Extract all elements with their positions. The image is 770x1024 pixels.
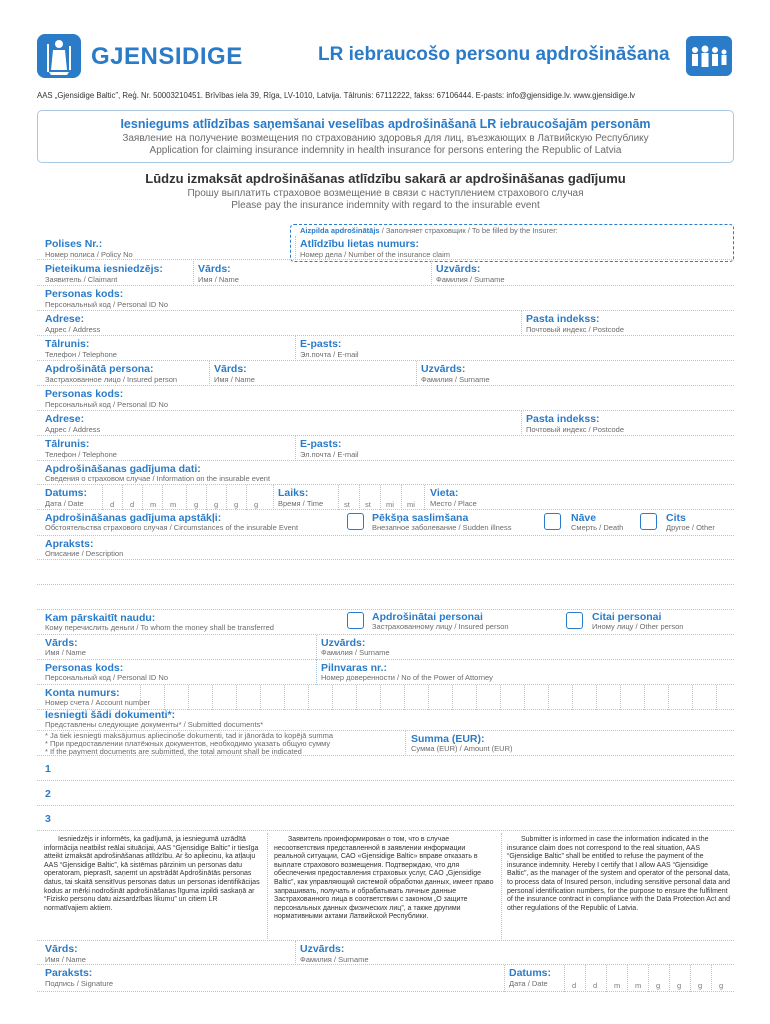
death-sub: Смерть / Death [571,523,624,532]
insured-email-sub: Эл.почта / E-mail [300,450,359,459]
other-sub: Другое / Other [666,523,715,532]
payee-poa-label: Pilnvaras nr.: [321,662,387,674]
insurer-fill-note [300,226,558,235]
request-ru: Прошу выплатить страховое возмещение в связи с наступлением страхового случая [187,188,584,199]
date-cell-m2: m [170,500,177,509]
signer-surname-input[interactable] [360,942,730,962]
form-title: LR iebraucošo personu apdrošināšana [318,44,670,65]
event-time-grid[interactable] [338,485,422,510]
insured-surname-label: Uzvārds: [421,363,466,375]
death-label: Nāve [571,512,597,524]
sign-date-sub: Дата / Date [509,979,548,988]
event-place-input[interactable] [490,487,730,507]
event-date-sub: Дата / Date [45,499,84,508]
claimant-address-sub: Адрес / Address [45,325,101,334]
claimant-address-input[interactable] [100,313,515,333]
account-grid[interactable] [140,685,734,710]
claimant-postcode-input[interactable] [640,313,730,333]
request-en: Please pay the insurance indemnity with regard to the insurable event [231,200,540,211]
circumstances-label: Apdrošināšanas gadījuma apstākļi: [45,512,222,524]
sign-date-cell-m1: m [614,981,621,990]
payee-id-input[interactable] [140,662,310,682]
event-time-sub: Время / Time [278,499,324,508]
claimant-id-input[interactable] [200,288,730,308]
insured-name-input[interactable] [255,363,415,383]
insured-id-sub: Персональный код / Personal ID No [45,400,168,409]
sign-date-cell-d2: d [593,981,598,990]
sign-date-label: Datums: [509,967,552,979]
date-cell-d1: d [110,500,115,509]
claimant-surname-label: Uzvārds: [436,263,481,275]
title-box [37,110,734,163]
claimant-surname-input[interactable] [495,263,730,283]
insured-phone-label: Tālrunis: [45,438,90,450]
signature-field[interactable] [110,966,500,990]
event-place-sub: Место / Place [430,499,477,508]
event-time-label: Laiks: [278,487,309,499]
event-date-grid[interactable] [102,485,272,510]
signature-sub: Подпись / Signature [45,979,114,988]
request-lv: Lūdzu izmaksāt apdrošināšanas atlīdzību sakarā ar apdrošināšanas gadījumu [145,171,626,186]
date-cell-g1: g [194,500,199,509]
payee-surname-input[interactable] [380,637,730,657]
event-date-label: Datums: [45,487,88,499]
other-label: Cits [666,512,686,524]
request-block [37,171,734,211]
insured-email-input[interactable] [360,438,730,458]
time-cell-m1: mi [386,500,394,509]
brand-name: GJENSIDIGE [91,43,243,70]
description-label: Apraksts: [45,538,94,550]
payee-name-sub: Имя / Name [45,648,86,657]
documents-sub: Представлены следующие документы* / Submitted documents* [45,720,264,729]
payee-name-input[interactable] [90,637,310,657]
sudden-illness-checkbox[interactable] [347,513,364,530]
description-input[interactable] [40,561,730,608]
claimant-name-input[interactable] [240,263,425,283]
claimant-surname-sub: Фамилия / Surname [436,275,505,284]
claimant-phone-sub: Телефон / Telephone [45,350,117,359]
claim-number-label: Atlīdzību lietas numurs: [300,238,420,250]
documents-label: Iesniegti šādi dokumenti*: [45,709,176,721]
sign-date-grid[interactable] [564,965,734,992]
claimant-id-sub: Персональный код / Personal ID No [45,300,168,309]
policy-label: Polises Nr.: [45,238,103,250]
payee-id-label: Personas kods: [45,662,124,674]
payee-name-label: Vārds: [45,637,78,649]
signer-surname-sub: Фамилия / Surname [300,955,369,964]
sign-date-cell-g2: g [677,981,682,990]
insured-surname-input[interactable] [480,363,730,383]
documents-note-lv: * Ja tiek iesniegti maksājumus apliecinoše dokumenti, tad ir jānorāda to kopējā summa [45,731,334,740]
other-checkbox[interactable] [640,513,657,530]
sign-date-cell-g3: g [698,981,703,990]
event-place-label: Vieta: [430,487,459,499]
title-en: Application for claiming insurance indemnity in health insurance for persons entering the Republic of Latvia [149,145,622,156]
doc-row-1-input[interactable] [60,758,730,778]
saint-logo-icon [37,34,81,78]
insured-label: Apdrošinātā persona: [45,363,154,375]
payee-label: Kam pārskaitīt naudu: [45,612,156,624]
sum-label: Summa (EUR): [411,733,485,745]
insured-phone-input[interactable] [110,438,290,458]
sum-input[interactable] [540,733,730,753]
payee-insured-label: Apdrošinātai personai [372,611,483,623]
insurer-fill-lv: Aizpilda apdrošinātājs [300,226,380,235]
date-cell-m1: m [150,500,157,509]
account-sub: Номер счета / Account number [45,698,151,707]
event-label: Apdrošināšanas gadījuma dati: [45,463,201,475]
claimant-sub: Заявитель / Claimant [45,275,118,284]
family-icon-box [686,36,732,76]
signer-surname-label: Uzvārds: [300,943,345,955]
doc-row-2-number: 2 [45,788,51,800]
claim-number-sub: Номер дела / Number of the insurance claim [300,250,450,259]
sum-sub: Сумма (EUR) / Amount (EUR) [411,744,513,753]
insurer-divider [295,236,296,260]
payee-insured-sub: Застрахованному лицу / Insured person [372,622,509,631]
policy-input[interactable] [120,238,285,258]
payee-poa-sub: Номер доверенности / No of the Power of Attorney [321,673,493,682]
insured-postcode-label: Pasta indekss: [526,413,600,425]
sudden-illness-label: Pēkšņa saslimšana [372,512,469,524]
insured-email-label: E-pasts: [300,438,342,450]
signer-name-input[interactable] [90,942,290,962]
sign-date-cell-m2: m [635,981,642,990]
claimant-name-label: Vārds: [198,263,231,275]
insured-postcode-input[interactable] [640,413,730,433]
claimant-email-label: E-pasts: [300,338,342,350]
signer-name-label: Vārds: [45,943,78,955]
family-icon [686,36,732,76]
claimant-name-sub: Имя / Name [198,275,239,284]
sign-date-cell-g1: g [656,981,661,990]
time-cell-m2: mi [407,500,415,509]
company-line: AAS „Gjensidige Baltic”, Reģ. Nr. 50003210451. Brīvības iela 39, Rīga, LV-1010, Latvija. Tālrunis: 67112222, fakss: 67106444. E-pasts: info@gjensidige.lv. www.gjensidige.lv [37,91,636,100]
doc-row-3-input[interactable] [60,808,730,828]
consent-lv: Iesniedzējs ir informēts, ka gadījumā, ja iesniegumā uzrādītā informācija neatbilst reālai situācijai, AAS “Gjensidige Baltic” ir tiesīga atteikt izmaksāt apdrošināšanas atlīdzību. Ar šo apliecinu, ka atļauju AAS “Gjensidige Baltic”, kā sistēmas pārzinim un personas datu operatoram, pieprasīt, saņemt un apstrādāt Apdrošinātās personas datus, tai skaitā sensitīvus personas datus un personas identifikācijas kodus ar mērķi nodrošināt apdrošināšanas līguma izpildi saskaņā ar “Fizisko personu datu aizsardzības likumu” un citiem LR normatīvajiem aktiem. [44,836,260,912]
claimant-email-input[interactable] [360,338,730,358]
insured-id-input[interactable] [200,388,730,408]
payee-other-sub: Иному лицу / Other person [592,622,684,631]
logo [37,34,81,78]
claimant-id-label: Personas kods: [45,288,124,300]
claim-number-input[interactable] [450,238,725,258]
insured-name-label: Vārds: [214,363,247,375]
payee-sub: Кому перечислить деньги / To whom the money shall be transferred [45,623,274,632]
insured-surname-sub: Фамилия / Surname [421,375,490,384]
claimant-postcode-label: Pasta indekss: [526,313,600,325]
doc-row-2-input[interactable] [60,783,730,803]
insured-address-label: Adrese: [45,413,85,425]
circumstances-sub: Обстоятельства страхового случая / Circumstances of the insurable Event [45,523,299,532]
time-cell-h2: st [365,500,371,509]
policy-sub: Номер полиса / Policy No [45,250,133,259]
insured-phone-sub: Телефон / Telephone [45,450,117,459]
payee-other-label: Citai personai [592,611,662,623]
insured-id-label: Personas kods: [45,388,124,400]
documents-note-ru: * При предоставлении платёжных документов, необходимо указать общую сумму [45,739,331,748]
insured-sub: Застрахованное лицо / Insured person [45,375,178,384]
insurer-fill-rest: / Заполняет страховщик / To be filled by the Insurer: [379,226,558,235]
payee-poa-input[interactable] [410,662,730,682]
consent-en: Submitter is informed in case the information indicated in the insurance claim does not correspond to the real situation, AAS “Gjensidige Baltic” shall be entitled to refuse the payment of the insurance indemnity. Hereby I certify that I allow AAS “Gjensidige Baltic”, as the manager of the system and operator of the personal data, to process data of Insured person, including sensitive personal data and personal identification numbers, for the purpose to ensure the fulfilment of the insurance contract in compliance with the Data Protection Act and other regulations of the Republic of Latvia. [507,836,730,912]
sudden-illness-sub: Внезапное заболевание / Sudden illness [372,523,512,532]
sign-date-cell-g4: g [719,981,724,990]
claimant-postcode-sub: Почтовый индекс / Postcode [526,325,624,334]
insured-postcode-sub: Почтовый индекс / Postcode [526,425,624,434]
account-label: Konta numurs: [45,687,120,699]
claimant-phone-label: Tālrunis: [45,338,90,350]
payee-surname-sub: Фамилия / Surname [321,648,390,657]
claimant-phone-input[interactable] [110,338,290,358]
claimant-email-sub: Эл.почта / E-mail [300,350,359,359]
time-cell-h1: st [344,500,350,509]
payee-id-sub: Персональный код / Personal ID No [45,673,168,682]
consent-ru: Заявитель проинформирован о том, что в случае несоответствия представленной в заявлении информации реальной ситуации, САО «Gjensidige Baltic» вправе отказать в выплате страхового возмещения. Подтверждаю, что для обеспечения предоставления страховых услуг, САО „Gjensidige Baltic”, как управляющий системой обработки данных, имеет право запрашивать, получать и обрабатывать личные данные Застрахованного лица в соответствии с законом „О защите персональных данных физических лиц”, а также другими нормативными актами Латвийской Республики. [274,836,494,921]
signer-top-line [37,915,734,941]
insured-address-input[interactable] [100,413,515,433]
description-row [37,536,734,560]
insured-address-sub: Адрес / Address [45,425,101,434]
doc-row-1-number: 1 [45,763,51,775]
signer-name-sub: Имя / Name [45,955,86,964]
event-sub: Сведения о страховом случае / Information on the insurable event [45,474,271,483]
date-cell-g2: g [214,500,219,509]
date-cell-g3: g [234,500,239,509]
date-cell-d2: d [130,500,135,509]
title-lv: Iesniegums atlīdzības saņemšanai veselības apdrošināšanā LR iebraucošajām personām [120,117,651,131]
death-checkbox[interactable] [544,513,561,530]
insured-name-sub: Имя / Name [214,375,255,384]
payee-other-checkbox[interactable] [566,612,583,629]
description-sub: Описание / Description [45,549,124,558]
payee-insured-checkbox[interactable] [347,612,364,629]
date-cell-g4: g [254,500,259,509]
sign-date-cell-d1: d [572,981,577,990]
claimant-label: Pieteikuma iesniedzējs: [45,263,163,275]
payee-surname-label: Uzvārds: [321,637,366,649]
title-ru: Заявление на получение возмещения по страхованию здоровья для лиц, въезжающих в Латвийскую Республику [122,133,649,144]
doc-row-3-number: 3 [45,813,51,825]
claimant-address-label: Adrese: [45,313,85,325]
documents-note-en: * If the payment documents are submitted, the total amount shall be indicated [45,747,302,756]
signature-label: Paraksts: [45,967,93,979]
